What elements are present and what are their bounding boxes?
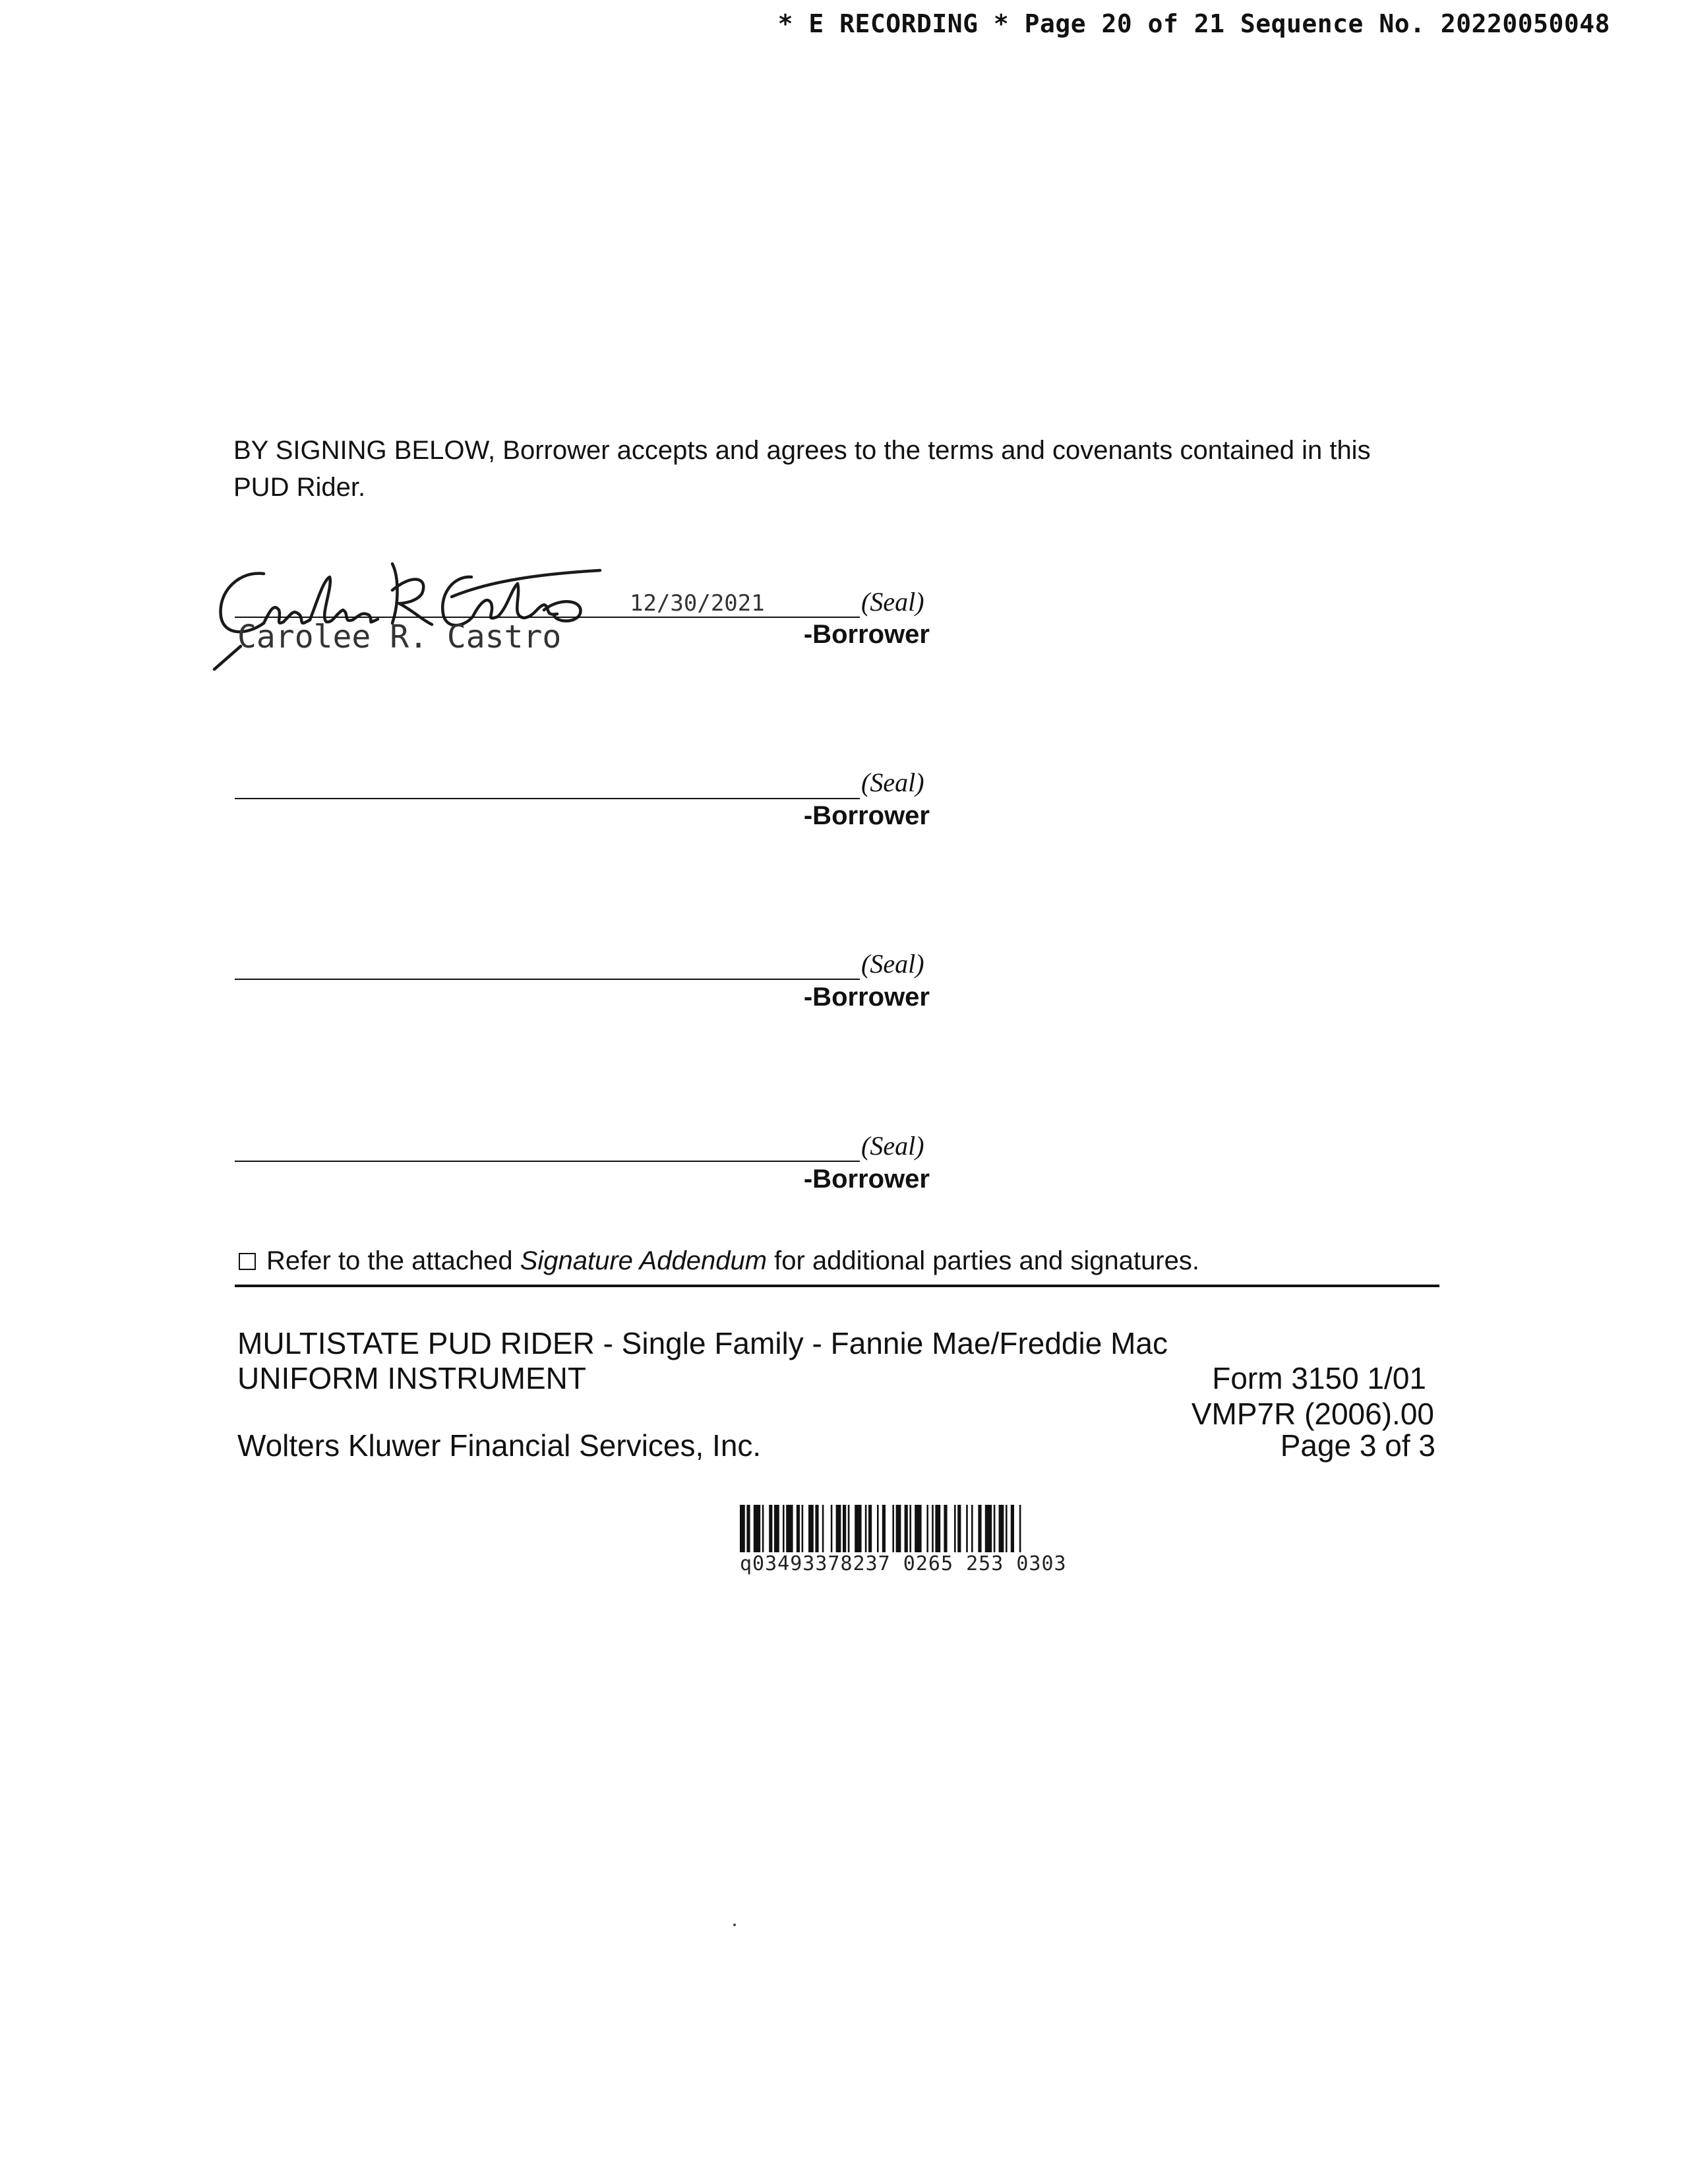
footer-subtitle: UNIFORM INSTRUMENT xyxy=(237,1361,586,1395)
barcode-bar xyxy=(999,1505,1004,1552)
borrower-typed-name: Carolee R. Castro xyxy=(237,619,562,655)
barcode-bar xyxy=(892,1505,894,1552)
barcode-bar xyxy=(762,1505,764,1552)
barcode-bar xyxy=(966,1505,968,1552)
addendum-emphasis: Signature Addendum xyxy=(520,1246,768,1275)
barcode-bar xyxy=(754,1505,760,1552)
barcode-bar xyxy=(865,1505,867,1552)
signature-line-3 xyxy=(235,979,860,980)
borrower-role-1: -Borrower xyxy=(803,620,930,649)
signature-line-1 xyxy=(235,617,860,618)
barcode-bar xyxy=(994,1505,996,1552)
signature-line-4 xyxy=(235,1161,860,1162)
borrower-role-4: -Borrower xyxy=(803,1165,930,1194)
footer-title: MULTISTATE PUD RIDER - Single Family - Fannie Mae/Freddie Mac xyxy=(237,1326,1168,1360)
barcode-bar xyxy=(926,1505,928,1552)
barcode-bar xyxy=(978,1505,981,1552)
barcode-bar xyxy=(836,1505,841,1552)
barcode-text: q03493378237 0265 253 0303 xyxy=(740,1552,1067,1575)
seal-label-4: (Seal) xyxy=(861,1131,924,1161)
borrower-role-2: -Borrower xyxy=(803,801,930,830)
seal-label-2: (Seal) xyxy=(861,768,924,797)
barcode-bar xyxy=(932,1505,934,1552)
barcode-bar xyxy=(822,1505,824,1552)
recording-header: * E RECORDING * Page 20 of 21 Sequence No. 20220050048 xyxy=(777,9,1610,38)
barcode-bar xyxy=(1019,1505,1021,1552)
publisher-name: Wolters Kluwer Financial Services, Inc. xyxy=(237,1428,762,1463)
barcode-bar xyxy=(905,1505,908,1552)
seal-label-1: (Seal) xyxy=(861,587,924,617)
handwritten-signature xyxy=(201,551,623,676)
barcode-bar xyxy=(740,1505,745,1552)
barcode-bar xyxy=(957,1505,961,1552)
barcode-bar xyxy=(815,1505,818,1552)
addendum-checkbox[interactable] xyxy=(239,1253,256,1270)
barcode-bar xyxy=(882,1505,886,1552)
barcode-bar xyxy=(843,1505,846,1552)
footer-divider xyxy=(235,1285,1439,1287)
scan-speck xyxy=(733,1924,736,1926)
barcode-bar xyxy=(944,1505,947,1552)
barcode-bar xyxy=(783,1505,785,1552)
barcode-bar xyxy=(935,1505,940,1552)
barcode-bar xyxy=(797,1505,800,1552)
barcode-bar xyxy=(848,1505,850,1552)
barcode-bar xyxy=(774,1505,779,1552)
barcode-bar xyxy=(896,1505,901,1552)
signature-line-2 xyxy=(235,798,860,799)
addendum-prefix: Refer to the attached xyxy=(266,1246,520,1275)
barcode-bar xyxy=(877,1505,879,1552)
barcode-bar xyxy=(1006,1505,1008,1552)
form-code: VMP7R (2006).00 xyxy=(1191,1397,1434,1431)
barcode-bar xyxy=(1011,1505,1014,1552)
barcode-bar xyxy=(746,1505,750,1552)
addendum-note xyxy=(239,1246,1199,1276)
barcode-bar xyxy=(786,1505,793,1552)
barcode-bar xyxy=(954,1505,956,1552)
barcode-bar xyxy=(985,1505,992,1552)
barcode-bar xyxy=(769,1505,772,1552)
barcode-bar xyxy=(808,1505,814,1552)
form-number: Form 3150 1/01 xyxy=(1212,1361,1426,1395)
barcode-bar xyxy=(831,1505,833,1552)
page-number: Page 3 of 3 xyxy=(1280,1428,1435,1463)
intro-paragraph: BY SIGNING BELOW, Borrower accepts and agrees to the terms and covenants contained in this PUD Rider. xyxy=(233,436,1371,502)
barcode-bar xyxy=(802,1505,804,1552)
signature-date: 12/30/2021 xyxy=(630,590,765,617)
addendum-suffix: for additional parties and signatures. xyxy=(767,1246,1199,1275)
barcode-bar xyxy=(855,1505,861,1552)
seal-label-3: (Seal) xyxy=(861,949,924,979)
barcode-bar xyxy=(915,1505,921,1552)
barcode-bar xyxy=(868,1505,872,1552)
barcode-bar xyxy=(909,1505,911,1552)
barcode-bar xyxy=(971,1505,973,1552)
borrower-role-3: -Borrower xyxy=(803,983,930,1012)
barcode xyxy=(738,1505,1213,1552)
